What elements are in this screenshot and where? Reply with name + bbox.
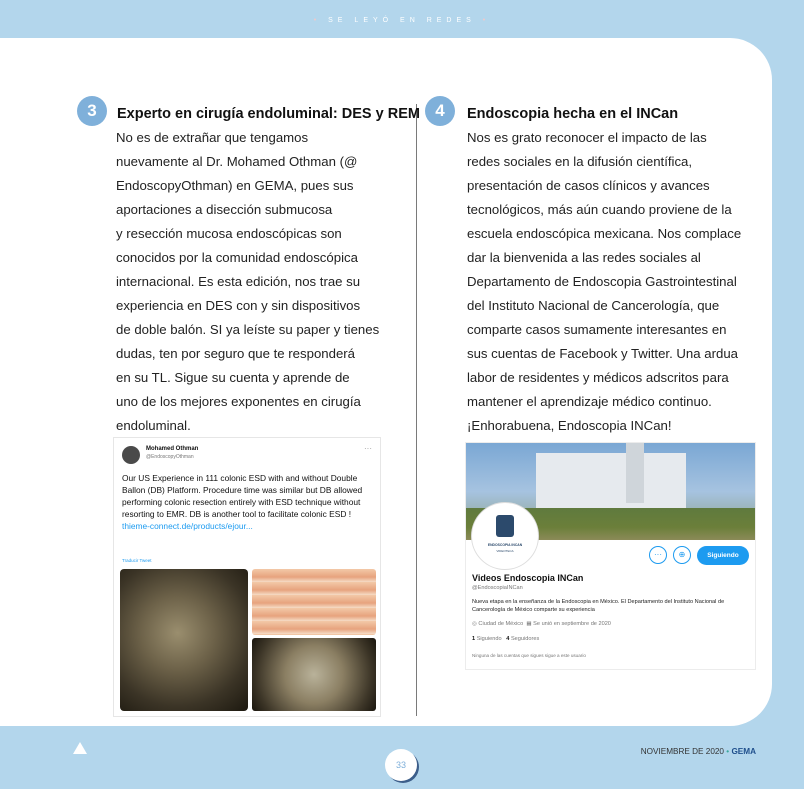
body-line: No es de extrañar que tengamos: [116, 130, 309, 145]
tweet-author-name: Mohamed Othman: [146, 446, 199, 452]
body-line: en su TL. Sigue su cuenta y aprende de: [116, 370, 350, 385]
section-label-text: SE LEYÓ EN REDES: [328, 17, 476, 24]
avatar-caption: ENDOSCOPIA INCAN: [487, 543, 523, 547]
profile-name: Videos Endoscopia INCan: [472, 573, 584, 583]
tweet-author-handle: @EndoscopyOthman: [146, 454, 194, 460]
body-line: tecnológicos, más aún cuando proviene de la: [467, 202, 732, 217]
body-line: del Instituto Nacional de Cancerología, que: [467, 298, 720, 313]
body-line: y resección mucosa endoscópicas son: [116, 226, 342, 241]
endoscopy-image: [252, 638, 376, 711]
location-text: ◎ Ciudad de México: [472, 621, 524, 627]
body-line: labor de residentes y médicos adscritos para: [467, 370, 729, 385]
footer-bullet: •: [726, 747, 730, 756]
joined-text: ▦ Se unió en septiembre de 2020: [526, 621, 611, 627]
body-line: endoluminal.: [116, 418, 191, 433]
more-icon: ···: [364, 444, 372, 453]
body-line: escuela endoscópica mexicana. Nos complace: [467, 226, 742, 241]
body-line: uno de los mejores exponentes en cirugía: [116, 394, 361, 409]
more-icon: ···: [649, 546, 667, 564]
item-title: Endoscopia hecha en el INCan: [467, 106, 679, 122]
profile-meta: [472, 621, 611, 627]
diagram-image: [252, 569, 376, 635]
body-line: de doble balón. SI ya leíste su paper y tienes: [116, 322, 380, 337]
body-line: Departamento de Endoscopia Gastrointestinal: [467, 274, 737, 289]
body-line: EndoscopyOthman) en GEMA, pues sus: [116, 178, 354, 193]
body-line: mantener el aprendizaje médico continuo.: [467, 394, 712, 409]
item-body: [116, 126, 379, 438]
body-line: dudas, ten por seguro que te responderá: [116, 346, 356, 361]
body-line: redes sociales en la difusión científica,: [467, 154, 693, 169]
footer: [641, 747, 756, 756]
item-body: [467, 126, 741, 438]
profile-note: Ninguna de las cuentas que sigues sigue a este usuario: [472, 653, 586, 658]
avatar: [122, 446, 140, 464]
body-line: dar la bienvenida a las redes sociales al: [467, 250, 701, 265]
profile-bio: Nueva etapa en la enseñanza de la Endoscopia en México. El Departamento del Instituto Nacional de Cancerología de México comparte su experiencia: [472, 599, 725, 613]
following-button: Siguiendo: [697, 546, 749, 565]
body-line: comparte casos sumamente interesantes en: [467, 322, 727, 337]
triangle-icon: [73, 742, 87, 754]
tweet-link: thieme-connect.de/products/ejour...: [122, 521, 253, 531]
translate-link: Traducir Tweet: [122, 558, 152, 563]
avatar-caption-sub: VIDEOTECA: [496, 549, 514, 553]
endoscopy-image: [120, 569, 248, 711]
following-count: 1: [472, 636, 476, 642]
body-line: sus cuentas de Facebook y Twitter. Una ardua: [467, 346, 738, 361]
profile-screenshot: [465, 442, 756, 670]
followers-count: 4: [506, 636, 510, 642]
page-number: 33: [385, 749, 417, 781]
body-line: internacional. Es esta edición, nos trae su: [116, 274, 361, 289]
body-line: nuevamente al Dr. Mohamed Othman (@: [116, 154, 358, 169]
followers-label: Seguidores: [510, 636, 540, 642]
body-line: ¡Enhorabuena, Endoscopia INCan!: [467, 418, 672, 433]
body-line: presentación de casos clínicos y avances: [467, 178, 710, 193]
notification-icon: ⊕: [673, 546, 691, 564]
item-number-badge: 4: [425, 96, 455, 126]
logo-icon: [496, 515, 514, 537]
body-line: aportaciones a disección submucosa: [116, 202, 333, 217]
profile-handle: @EndoscopiaINCan: [472, 585, 523, 591]
building-tower-image: [626, 443, 644, 503]
body-line: Nos es grato reconocer el impacto de las: [467, 130, 707, 145]
tweet-body: Our US Experience in 111 colonic ESD with and without Double Ballon (DB) Platform. Procedure time was similar but DB allowed performing colonic resection entirely with ESD technique without resorting to EMR. DB is another tool to facilitate colonic ESD !: [122, 473, 363, 519]
tweet-screenshot: [113, 437, 381, 717]
footer-date: NOVIEMBRE DE 2020: [640, 747, 724, 756]
item-number-badge: 3: [77, 96, 107, 126]
following-label: Siguiendo: [476, 636, 502, 642]
body-line: experiencia en DES con y sin dispositivos: [116, 298, 361, 313]
tweet-text: [122, 472, 374, 532]
body-line: conocidos por la comunidad endoscópica: [116, 250, 358, 265]
column-divider: [416, 104, 417, 716]
section-label: • SE LEYÓ EN REDES •: [313, 17, 491, 24]
profile-stats: [472, 636, 539, 642]
item-title: Experto en cirugía endoluminal: DES y REM: [117, 106, 420, 122]
section-header: [0, 0, 804, 40]
avatar: [472, 503, 538, 569]
footer-brand: GEMA: [731, 747, 756, 756]
